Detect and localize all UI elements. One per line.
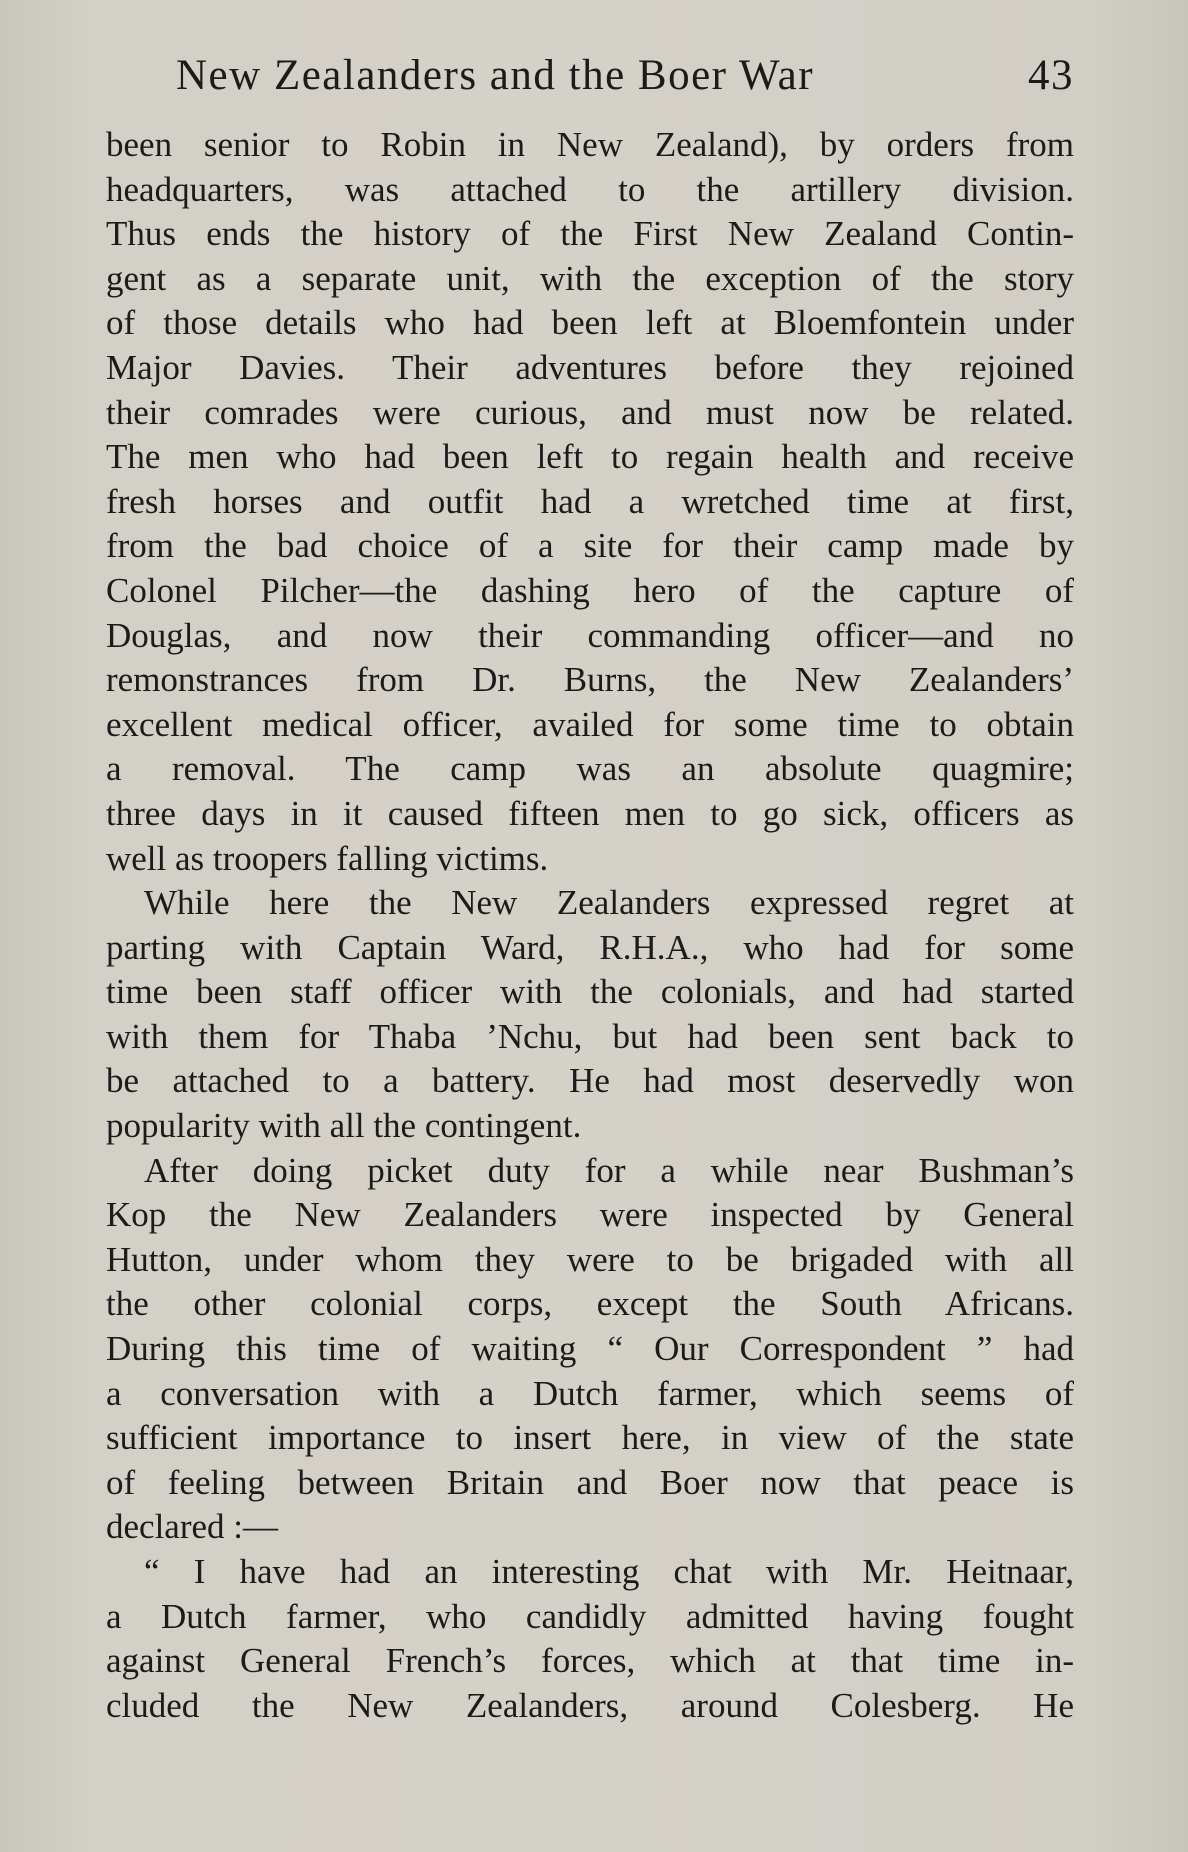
- text-line: parting with Captain Ward, R.H.A., who had for some: [106, 927, 1074, 967]
- text-line: the other colonial corps, except the South Africans.: [106, 1284, 1074, 1324]
- text-line: be attached to a battery. He had most deservedly won: [106, 1061, 1074, 1101]
- text-line: a conversation with a Dutch farmer, which seems of: [106, 1373, 1074, 1413]
- text-line: three days in it caused fifteen men to go sick, officers as: [106, 793, 1074, 833]
- text-line: remonstrances from Dr. Burns, the New Zealanders’: [106, 660, 1074, 700]
- text-line: Thus ends the history of the First New Zealand Contin-: [106, 214, 1074, 254]
- text-line: Hutton, under whom they were to be brigaded with all: [106, 1239, 1074, 1279]
- running-head: [106, 46, 1074, 106]
- text-line: well as troopers falling victims.: [106, 838, 549, 878]
- text-line: sufficient importance to insert here, in view of the state: [106, 1418, 1074, 1458]
- text-line: Major Davies. Their adventures before they rejoined: [106, 347, 1074, 387]
- text-line: excellent medical officer, availed for some time to obtain: [106, 704, 1074, 744]
- text-line: of feeling between Britain and Boer now that peace is: [106, 1462, 1074, 1502]
- text-line: their comrades were curious, and must now be related.: [106, 392, 1074, 432]
- page-number: 43: [1028, 52, 1074, 99]
- text-line: While here the New Zealanders expressed regret at: [144, 883, 1074, 923]
- text-line: declared :—: [106, 1507, 278, 1547]
- text-line: with them for Thaba ’Nchu, but had been sent back to: [106, 1016, 1074, 1056]
- text-line: Kop the New Zealanders were inspected by General: [106, 1195, 1074, 1235]
- text-line: of those details who had been left at Bloemfontein under: [106, 303, 1074, 343]
- text-line: fresh horses and outfit had a wretched time at first,: [106, 481, 1074, 521]
- running-head-title: New Zealanders and the Boer War: [176, 52, 815, 99]
- text-line: The men who had been left to regain health and receive: [106, 437, 1074, 477]
- text-line: a Dutch farmer, who candidly admitted having fought: [106, 1596, 1074, 1636]
- text-line: time been staff officer with the colonials, and had started: [106, 972, 1074, 1012]
- body-text: [106, 123, 1074, 1728]
- text-line: Douglas, and now their commanding officer—and no: [106, 615, 1074, 655]
- text-line: gent as a separate unit, with the exception of the story: [106, 258, 1074, 298]
- text-line: Colonel Pilcher—the dashing hero of the capture of: [106, 570, 1074, 610]
- text-line: headquarters, was attached to the artillery division.: [106, 169, 1074, 209]
- text-line: been senior to Robin in New Zealand), by orders from: [106, 125, 1074, 164]
- text-line: against General French’s forces, which at that time in-: [106, 1641, 1074, 1681]
- text-line: During this time of waiting “ Our Correspondent ” had: [106, 1329, 1074, 1369]
- text-line: a removal. The camp was an absolute quagmire;: [106, 749, 1074, 789]
- text-line: from the bad choice of a site for their camp made by: [106, 526, 1074, 566]
- text-line: “ I have had an interesting chat with Mr. Heitnaar,: [144, 1552, 1074, 1591]
- text-line: popularity with all the contingent.: [106, 1106, 582, 1146]
- text-line: cluded the New Zealanders, around Colesberg. He: [106, 1685, 1074, 1725]
- text-line: After doing picket duty for a while near Bushman’s: [144, 1150, 1074, 1190]
